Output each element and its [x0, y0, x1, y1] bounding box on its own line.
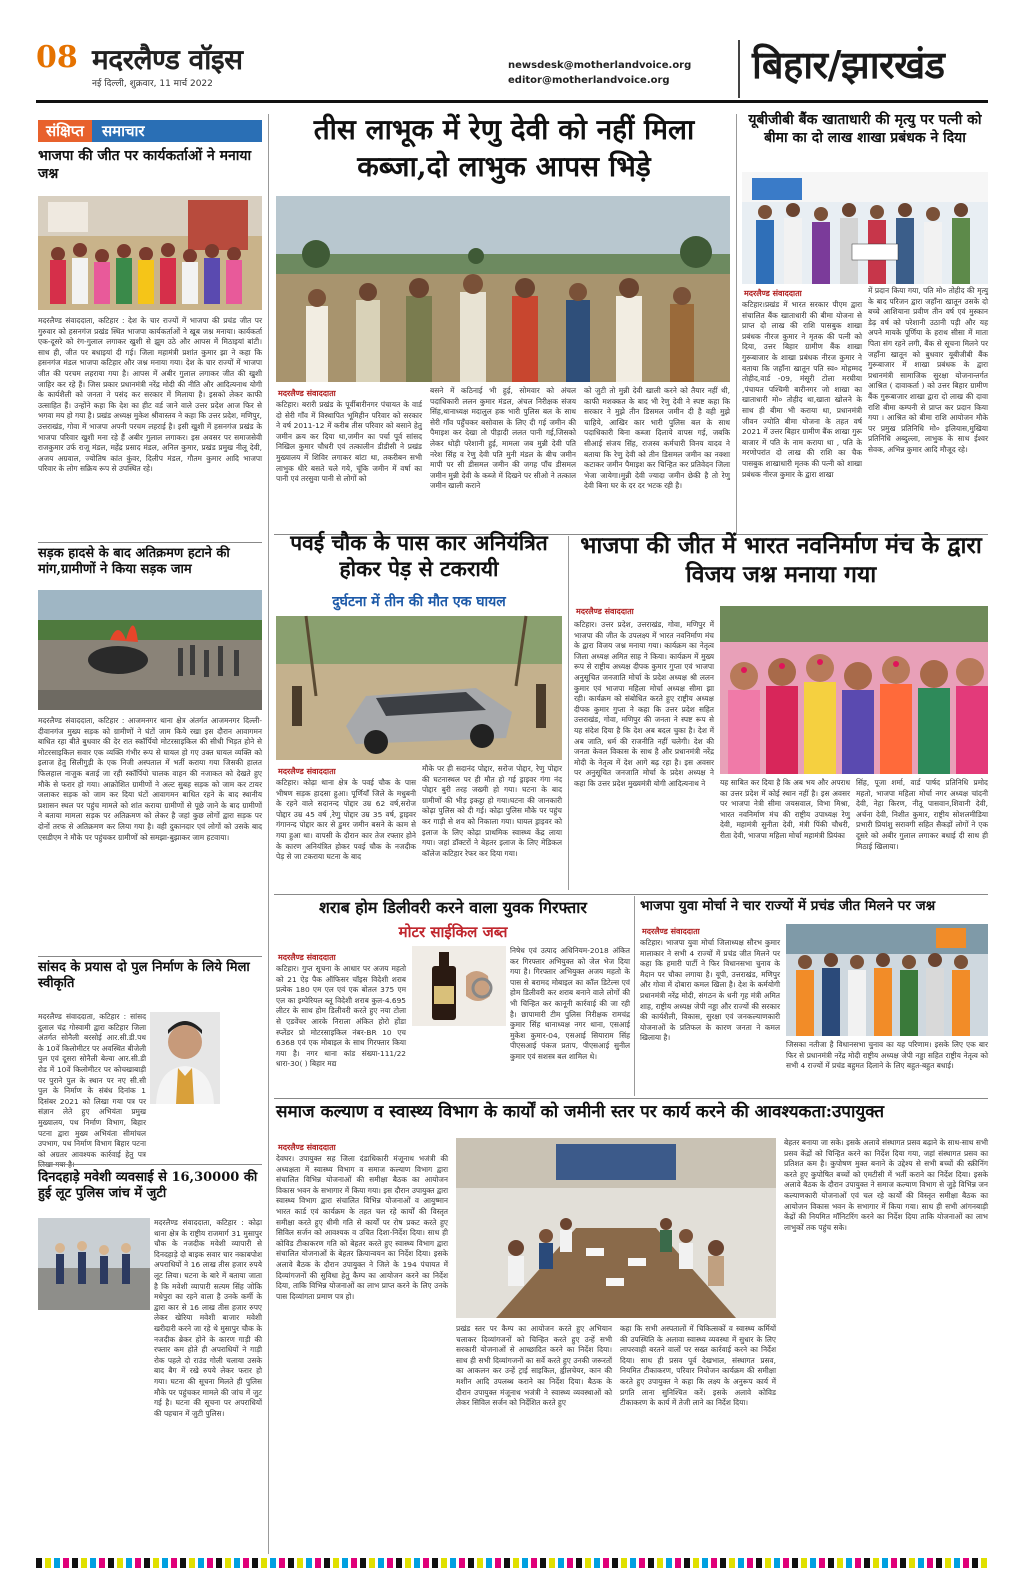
liquor-body-col1: कटिहार। गुप्त सूचना के आधार पर अजय महतो को 21 ऐड़ पैक ऑफिसर चॉइस विदेशी शराब प्रत्येक 180 एम एल एवं एक बोतल 375 एम एल का इम्पेरियल ब्लू विदेशी शराब कुल-4.695 लीटर के साथ होम डिलीवरी करते हुए नया टोला से एडवेंचर आरके निराला अंकित होरो होंडा स्प्लेंडर प्रो मोटरसाइकिल नंबर-BR 10 एच 6368 एवं एक मोबाइल के साथ गिरफ्तार किया गया है। नगर थाना कांड संख्या-111/22 धारा-30( ) बिहार मद्य [276, 964, 406, 1069]
bank-headline: यूबीजीबी बैंक खाताधारी की मृत्यु पर पत्नी को बीमा का दो लाख शाखा प्रबंधक ने दिया [748, 112, 982, 146]
section-title: बिहार/झारखंड [752, 42, 945, 87]
bank-body-col1: कटिहार।प्रखंड में भारत सरकार पीएम द्वारा संचालित बैंक खाताधारी की बीमा योजना से प्राप्त दो लाख की राशि पासबुक शाखा प्रबंधक नीरज कुमार ने मृतक की पत्नी को दिया, उत्तर बिहार ग्रामीण बैंक शाखा गुरूबाजार के शाखा प्रबंधक नीरज कुमार ने बताया कि जहाँना खातून पति स्व० मोहम्मद तोहीद,वार्ड -09, मंसूरी टोला मरघीया ,पंचायत पश्चिमी बारीनगर जो शाखा का खाताधारी मो० तोहीद था,खाता खोलने के साथ ही बीमा भी कराया था, प्रधानमंत्री जीवन ज्योति बीमा योजना के तहत वर्ष 2021 में उत्तर बिहार ग्रामीण बैंक शाखा गुरू बाजार में पति के नाम कराया था , पति के मरणोपरांत दो लाख की राशि का चैक पासबुक शाखाधारी मृतक की पत्नी को शाखा प्रबंधक नीरज कुमार के द्वारा शाखा [742, 300, 862, 479]
lead-body-col2: बसने में कठिनाई भी हुई, सोमवार को अंचल पदाधिकारी ललन कुमार मंडल, अंचल निरीक्षक संजय सिंह,थानाध्यक्ष मदालुल हक भारी पुलिस बल के साथ सेरी गाँव पहुँचकर बसोवास के लिए दी गई जमीन की पैमाइश कर देखा तो पीड़ादी ललत पानी गई,जिसको लेकर थोड़ी परेशानी हुई, मामला जब मुन्नी देवी पति नरेश सिंह व रेणु देवी पति मुनी मंडल के बीच जमीन मापी पर सी डीसमल जमीन की जगह पाँच डीसमल जमीन मुन्नी देवी के कब्जे में दिखने पर सीओ ने तत्काल जमीन खाली कराने [430, 386, 576, 491]
yuva-body-col1: कटिहार। भाजपा युवा मोर्चा जिलाध्यक्ष सौरभ कुमार मालाकार ने सभी 4 राज्यों में प्रचंड जीत मिलने पर कहा कि हमारी पार्टी ने फिर विधानसभा चुनाव के मैदान पर चौका लगाया है। यूपी, उत्तराखंड, मणिपुर और गोवा में दोबारा कमल खिला है। देश के कर्मयोगी प्रधानमंत्री नरेंद्र मोदी, संगठन के धनी गृह मंत्री अमित शाह, राष्ट्रीय अध्यक्ष जेपी नड्डा और राज्यों की सरकार की कार्यशैली, विकास, सुरक्षा एवं जनकल्याणकारी योजनाओं के प्रतिफल के कारण जनता ने कमल खिलाया है। [640, 938, 780, 1043]
health-body-col2: प्रखंड स्तर पर कैम्प का आयोजन करते हुए अभियान चलाकर दिव्यांगजनों को चिन्हित करते हुए उन्हें सभी सरकारी योजनाओं से आच्छादित करने का निर्देश दिया। साथ ही सभी दिव्यांगजनों का सर्वे करते हुए उनकी जरूरतों का आकलन कर उन्हें ट्राई साइकिल, ह्वीलचेयर, कान की मशीन आदि उपलब्ध कराने का निर्देश दिया। बैठक के दौरान उपायुक्त मंजूनाथ भजंत्री ने स्वास्थ्य व्यवस्थाओं को लेकर सिविल सर्जन को निर्देशित करते हुए [456, 1324, 612, 1408]
bjp-manch-photo [720, 606, 988, 774]
bjp-manch-body-col2: यह साबित कर दिया है कि अब भय और अपराध का उत्तर प्रदेश में कोई स्थान नहीं है। इस अवसर पर भाजपा नेत्री सीमा जयसवाल, विभा मिश्रा, भारत नवनिर्माण मंच की राष्ट्रीय उपाध्यक्ष रेणु देवी, महामंत्री सुनीता देवी, मंत्री पिंकी चौधरी, रीता देवी, भाजपा महिला मोर्चा महामंत्री प्रियंका [720, 778, 850, 840]
bank-body-col2: में प्रदान किया गया, पति मो० तोहीद की मृत्यु के बाद परिजन द्वारा जहाँना खातून उसके दो बच्चे आशियाना प्रवीण तीन वर्ष एवं मुस्कान डेढ़ वर्ष को परेशानी उठानी पड़ी और यह अपने मायके पूर्णिया के हराथ सीसा में माता पिता संग रहने लगी, बैंक से सूचना मिलने पर जहाँना खातून को बुधवार यूबीजीबी बैंक गुरूबाजार में शाखा प्रबंधक के द्वारा प्रधानमंत्री सामाजिक सुरक्षा योजनान्तर्गत आश्रित ( दावाकर्ता ) को उत्तर बिहार ग्रामीण बैंक गुरूबाजार शाखा द्वारा दो लाख की दावा राशि बीमा कम्पनी से प्राप्त कर प्रदान किया गया । आश्रित को बीमा राशि आयोजन मौके पर प्रमुख प्रतिनिधि मो० इलियास,मुखिया प्रतिनिधि अब्दुल्ला, लाभुक के साथ ईश्वर सेवक, अभिन्न कुमार आदि मौजूद रहे। [868, 286, 988, 454]
health-body-col4: बेहतर बनाया जा सके। इसके अलावे संस्थागत प्रसव बढ़ाने के साथ-साथ सभी प्रसव केंद्रों को चिन्हित करने का निर्देश दिया गया, जहां संस्थागत प्रसव का प्रतिशत कम है। कुपोषण मुक्त बनाने के उद्देश्य से सभी बच्चों की स्क्रीनिंग करते हुए कुपोषित बच्चों को एमटीसी में भर्ती कराने का निर्देश दिया। इसके अलावे बैठक के दौरान उपायुक्त ने समाज कल्याण विभाग से जुड़े विभिन्न जन कल्याणकारी योजनाओं एवं चल रहे कार्यों की विस्तृत समीक्षा बैठक का आयोजन विकास भवन के सभागार में किया गया। साथ ही सभी आंगनबाड़ी केंद्रों की नियमित मॉनिटरिंग करने का निर्देश दिया ताकि योजनाओं का लाभ लाभुकों तक पहुंच सके। [784, 1138, 988, 1232]
brief4-body: मदरलैण्ड संवाददाता, कटिहार : कोढ़ा थाना क्षेत्र के राष्ट्रीय राजमार्ग 31 मुसापुर चौक के नजदीक मवेशी व्यापारी से दिनदहाड़े दो बाइक सवार चार नकाबपोश अपराधियों ने 16 लाख तीस हजार रुपये लूट लिया। घटना के बारे में बताया जाता है कि मवेशी व्यापारी सत्यम सिंह जोकि मधेपुरा का रहने वाला है उनके कर्मी के द्वारा कार से 16 लाख तीस हजार रुपए लेकर खेरिया मवेशी बाजार मवेशी खरीदारी करने जा रहे थे मुसापुर चौक के नजदीक ब्रेकर होने के कारण गाड़ी की रफ्तार कम होते ही अपराधियों ने गाड़ी रोक पहले दो राउंड गोली चलाया उसके बाद बैग में रखे रुपये लेकर फरार हो गया। घटना की सूचना मिलते ही पुलिस मौके पर पहुंचकर मामले की जांच में जुट गई है। घटना की सूचना पर अपराधियों की पहचान में जुटी पुलिस। [154, 1218, 262, 1418]
brief2-photo [38, 590, 262, 710]
briefs-banner-label-b: समाचार [92, 120, 262, 142]
page-number: 08 [36, 40, 78, 75]
yuva-byline: मदरलैण्ड संवाददाता [642, 927, 700, 936]
lead-byline: मदरलैण्ड संवाददाता [278, 389, 336, 398]
left-column-rule [268, 114, 269, 1554]
section-divider-2 [274, 894, 988, 895]
health-photo [456, 1138, 776, 1318]
brief4-headline: दिनदहाड़े मवेशी व्यवसाई से 16,30000 की हुई लूट पुलिस जांच में जुटी [38, 1170, 258, 1202]
bank-photo [742, 172, 988, 284]
lower-middle-rule [634, 896, 635, 1096]
health-headline: समाज कल्याण व स्वास्थ्य विभाग के कार्यों को जमीनी स्तर पर कार्य करने की आवश्यकता:उपायुक्त [276, 1102, 885, 1122]
liquor-byline: मदरलैण्ड संवाददाता [278, 953, 336, 962]
yuva-headline: भाजपा युवा मोर्चा ने चार राज्यों में प्रचंड जीत मिलने पर जश्न [640, 898, 936, 914]
health-body-col1: देवघर। उपायुक्त सह जिला दंडाधिकारी मंजूनाथ भजंत्री की अध्यक्षता में स्वास्थ्य विभाग व समाज कल्याण विभाग द्वारा संचालित विभिन्न योजनाओं की समीक्षा बैठक का आयोजन विकास भवन के सभागार में किया गया। इस दौरान उपायुक्त द्वारा स्वास्थ्य विभाग द्वारा संचालित विभिन्न योजनाओं व आयुष्मान भारत कार्ड एवं कार्यक्रम के तहत चल रहे कार्यों की विस्तृत समीक्षा करते हुए धीमी गति से कार्यों पर रोष प्रकट करते हुए सिविल सर्जन को आवश्यक व उचित दिशा-निर्देश दिया। साथ ही कोविड टीकाकरण गति को बेहतर करते हुए स्वास्थ्य विभाग द्वारा संचालित योजनाओं के बेहतर क्रियान्वयन का निर्देश दिया। इसके अलावे बैठक के दौरान उपायुक्त ने जिले के 194 पंचायत में दिव्यांगजनों की सुविधा हेतु कैम्प का आयोजन करने का निर्देश दिया, ताकि विभिन्न योजनाओं का लाभ प्राप्त करने के लिए उनके पास दिव्यांगता प्रमाण पत्र हो। [276, 1154, 448, 1301]
liquor-body-col2: निषेध एवं उत्पाद अधिनियम-2018 अंकित कर गिरफ्तार अभियुक्त को जेल भेज दिया गया है। गिरफ्तार अभियुक्त अजय महतो के पास से बरामद मोबाइल का कॉल डिटेल्स एवं होम डिलीवरी कर शराब बनाने वाले लोगों की भी चिन्हित कर कानूनी कार्रवाई की जा रही है। छापामारी टीम पुलिस निरीक्षक रामचंद्र कुमार सिंह थानाध्यक्ष नगर थाना, एसआई मुकेश कुमार-04, एसआई सियाराम सिंह पीएसआई पंकज प्रताप, पीएसआई सुनील कुमार एवं सशस्त्र बल शामिल थे। [510, 946, 630, 1061]
yuva-body-col2: जिसका नतीजा है विधानसभा चुनाव का यह परिणाम। इसके लिए एक बार फिर से प्रधानमंत्री नरेंद्र मोदी राष्ट्रीय अध्यक्ष जेपी नड्डा सहित राष्ट्रीय नेतृत्व को सभी 4 राज्यों में प्रचंड बहुमत दिलाने के लिए बहुत-बहुत बधाई। [786, 1040, 988, 1071]
paper-name: मदरलैण्ड वॉइस [92, 43, 243, 76]
brief-divider-3 [38, 1164, 262, 1165]
yuva-photo [786, 924, 988, 1036]
accident-body-col1: कटिहार। कोढ़ा थाना क्षेत्र के पवई चौक के पास भीषण सड़क हादसा हुआ। पूर्णियाँ जिले के मधुबनी के रहने वाले सदानन्द पोद्दार उम्र 62 वर्ष,सरोज पोद्दार उम्र 45 वर्ष ,रेणु पोद्दार उम्र 35 वर्ष, ड्राइवर गंगानन्द पोद्दार कार से डुमर जमीन बसने के काम से गया हुआ था। वापसी के दौरान कार तेज रफ्तार होने के कारण अनियंत्रित होकर पवई चौक के नजदीक पेड़ से जा टकराया घटना के बाद [276, 778, 416, 862]
masthead-rule [36, 100, 988, 103]
brief1-photo [38, 196, 262, 310]
mp-portrait-photo [150, 1012, 220, 1104]
lead-body-col3: को जुटी तो मुन्नी देवी खाली करने को तैयार नहीं थी, काफी मशक्कत के बाद भी रेणु देवी ने स्पष्ट कहा कि सरकार ने मुझे तीन डिसमल जमीन दी है वही मुझे चाहिये, आखिर कार भारी पुलिस बल के साथ पदाधिकारी बिना कब्जा दिलाये वापस गई, जबकि सीआई संजय सिंह, राजस्व कर्मचारी विनय यादव ने बताया कि रेणु देवी को तीन डिसमल जमीन का नक्शा कटाकर जमीन पैमाइश कर चिन्हित कर प्रतिवेदन जिला भेजा जायेगा।मुन्नी देवी ज्यादा जमीन छेकी है तो रेणु देवी बिना घर के दर दर भटक रही है। [584, 386, 730, 491]
brief2-body: मदरलैण्ड संवाददाता, कटिहार : आजमनगर थाना क्षेत्र अंतर्गत आजमनगर दिल्ली-दीवानगंज मुख्य सड़क को ग्रामीणों ने घंटों जाम किये रखा इस दौरान आवागमन बाधित रहा बीते बुधवार की देर रात स्कॉर्पियो मोटरसाइकिल की सीधी भिड़त होने से मोटरसाइकिल सवार एक व्यक्ति गंभीर रूप से घायल हो गए उक्त घायल व्यक्ति को इलाज हेतु सिलीगुड़ी के एक निजी अस्पताल में भर्ती कराया गया जिसकी हालत फिलहाल नाजुक बताई जा रही स्कॉर्पियो चालक वाहन की नजाकत को देखते हुए मौके से फरार हो गया। आक्रोशित ग्रामीणों ने अल्ट सुबह सड़क को जाम कर टायर जलाकर सड़क को जाम कर दिया घंटों आवागमन बाधित रहने के बाद स्थानीय प्रशासन स्थल पर पहुंच मामले को शांत कराया ग्रामीणों से पूछे जाने के बाद ग्रामीणों ने बताया मामला सड़क पर अतिक्रमण को लेकर है जहां कुछ लोगों द्वारा सड़क पर दोनों तरफ से अतिक्रमण कर लिया गया है। वही दुकानदार एवं लोगों को उसके बाद एसडीएम ने मौके पर पहुंचकर ग्रामीणों को समझा-बुझाकर जाम हटवाया। [38, 716, 262, 842]
print-color-bar [36, 1558, 988, 1568]
liquor-headline: शराब होम डिलीवरी करने वाला युवक गिरफ्तार [319, 898, 587, 917]
lead-body-col1: कटिहार। बरारी प्रखंड के पूर्वीबारीनगर पंचायत के वार्ड दो सेरी गाँव में विस्थापित भूमिहीन परिवार को सरकार ने वर्ष 2011-12 में करीब तीस परिवार को बसाने हेतु जमीन क्रय कर दिया था,जमीन का पर्चा पूर्व सांसद निखिल कुमार चौधरी एवं तत्कालीन डीडीसी ने प्रखंड मुख्यालय में शिविर लगाकर बांटा था, तकरीबन सभी लाभुक धीरे बसते चले गये, चूंकि जमीन में वर्षा का पानी एवं तरसुवा पानी से लोगों को [276, 400, 422, 484]
brief-divider-2 [38, 956, 262, 957]
editor-email[interactable]: editor@motherlandvoice.org [508, 75, 670, 86]
accident-body-col2: मौके पर ही सदानंद पोद्दार, सरोज पोद्दार, रेणु पोद्दार की घटनास्थल पर ही मौत हो गई ड्राइवर गंगा नंद पोद्दार बुरी तरह जख्मी हो गया। घटना के बाद ग्रामीणों की भीड़ इकट्ठा हो गया।घटना की जानकारी कोढ़ा पुलिस को दी गई। कोढ़ा पुलिस मौके पर पहुंच कर गाड़ी से शव को निकाला गया। घायल ड्राइवर को इलाज के लिए कोढ़ा प्राथमिक स्वास्थ्य केंद्र लाया गया। जहां डॉक्टरों ने बेहतर इलाज के लिए मेडिकल कॉलेज कटिहार रेफर कर दिया गया। [422, 764, 562, 858]
newsdesk-email[interactable]: newsdesk@motherlandvoice.org [508, 60, 692, 71]
middle-column-rule [568, 536, 569, 890]
brief4-photo [38, 1218, 150, 1310]
section-divider-3 [274, 1098, 988, 1099]
health-byline: मदरलैण्ड संवाददाता [278, 1143, 336, 1152]
accident-subheadline: दुर्घटना में तीन की मौत एक घायल [332, 594, 506, 610]
dateline: नई दिल्ली, शुक्रवार, 11 मार्च 2022 [92, 79, 213, 89]
masthead [0, 0, 1024, 108]
bjp-manch-body-col1: कटिहार। उत्तर प्रदेश, उत्तराखंड, गोवा, मणिपुर में भाजपा की जीत के उपलक्ष्य में भारत नवनिर्माण मंच के द्वारा विजय जश्न मनाया गया। कार्यक्रम का नेतृत्व जिला अध्यक्ष अमित साह ने किया। कार्यक्रम में मुख्य रूप से राष्ट्रीय अध्यक्ष दीपक कुमार गुप्ता एवं भाजपा अनुसूचित जनजाति मोर्चा के प्रदेश अध्यक्ष श्री ललन कुमार एवं भाजपा महिला मोर्चा अध्यक्ष सीमा झा रही। कार्यक्रम को संबोधित करते हुए राष्ट्रीय अध्यक्ष दीपक कुमार गुप्ता ने कहा कि उत्तर प्रदेश सहित उत्तराखंड, गोवा, मणिपुर की जनता ने स्पष्ट रूप से यह संदेश दिया है कि देश अब बदल चुका है। देश में अब जाति, धर्म की राजनीति नहीं चलेगी। देश की जनता केवल विकास के साथ है और प्रधानमंत्री नरेंद्र मोदी के नेतृत्व में देश आगे बढ़ रहा है। इस अवसर पर अनुसूचित जनजाति मोर्चा के प्रदेश अध्यक्ष ने कहा कि उत्तर प्रदेश मुख्यमंत्री योगी आदित्यनाथ ने [574, 620, 714, 788]
brief1-body: मदरलैण्ड संवाददाता, कटिहार : देश के चार राज्यों में भाजपा की प्रचंड जीत पर गुरुवार को हसनगंज प्रखंड स्थित भाजपा कार्यकर्ताओं ने खूब जश्न मनाया। कार्यकर्ता एक-दूसरे को रंग-गुलाल लगाकर खुशी से झूम उठे और आपस में मिठाइयां बांटी। साथ ही, जीत पर बधाइयां दी गई। जिला महामंत्री प्रशांत कुमार झा ने कहा कि हसनगंज मंडल भाजपा कटिहार और जश्न मनाया गया। देश के चार राज्यों में भाजपा जीत की परचम लहराया गया है। आपस में अबीर गुलाल लगाकर जीत की खुशी जाहिर कर रहे हैं। जिस प्रकार प्रधानमंत्री नरेंद्र मोदी की नीति और आदित्यनाथ योगी के कार्यशैली को जनता ने पसंद कर सरकार में मिलाया है। इसको लेकर काफी उत्साहित हैं। उन्होंने कहा कि देश का हीट वर्ड जाने वाले उत्तर प्रदेश आज फिर से भगवा मय हो गया है। प्रखंड अध्यक्ष मुकेश श्रीवास्तव ने कहा कि उत्तर प्रदेश, मणिपुर, उत्तराखंड, गोवा में भाजपा अपनी परचम लहराई है। इसी खुशी में हसनगंज प्रखंड के भाजपा परिवार खुशी मना रहे हैं अबीर गुलाल लगाकर। इस अवसर पर समाजसेवी राजकुमार उर्फ राजू मंडल, महेंद्र प्रसाद मंडल, अनिल कुमार, प्रखंड प्रमुख नीलू देवी, अजय अग्रवाल, ज्योतिष कांत कुंवर, दिलीप मंडल, गौतम कुमार आदि भाजपा परिवार के लोग सक्रिय रूप से उपस्थित रहे। [38, 316, 262, 474]
brief2-headline: सड़क हादसे के बाद अतिक्रमण हटाने की मांग,ग्रामीणों ने किया सड़क जाम [38, 546, 230, 578]
brief3-headline: सांसद के प्रयास दो पुल निर्माण के लिये मिला स्वीकृति [38, 960, 250, 992]
briefs-banner [38, 120, 262, 142]
bjp-manch-headline: भाजपा की जीत में भारत नवनिर्माण मंच के द्वारा विजय जश्न मनाया गया [580, 532, 982, 588]
brief1-headline: भाजपा की जीत पर कार्यकर्ताओं ने मनाया जश्न [38, 148, 252, 182]
brief-divider-1 [38, 542, 262, 543]
briefs-banner-label-a: संक्षिप्त [38, 120, 92, 142]
accident-headline: पवई चौक के पास कार अनियंत्रित होकर पेड़ से टकरायी [290, 530, 548, 582]
lead-headline: तीस लाभूक में रेणु देवी को नहीं मिला कब्जा,दो लाभुक आपस भिड़े [313, 113, 695, 183]
lead-photo [276, 196, 730, 382]
health-body-col3: कहा कि सभी अस्पतालों में चिकित्सकों व स्वास्थ्य कर्मियों की उपस्थिति के अलावा स्वास्थ्य व्यवस्था में सुधार के लिए लापरवाही बरतने वालों पर सख्त कार्रवाई करने का निर्देश दिया। साथ ही प्रसव पूर्व देखभाल, संस्थागत प्रसव, नियमित टीकाकरण, परिवार नियोजन कार्यक्रम की समीक्षा करते हुए उपायुक्त ने कहा कि लक्ष्य के अनुरूप कार्य में प्रगति लाना सुनिश्चित करें। इसके अलावे कोविड टीकाकरण के कार्य में तेजी लाने का निर्देश दिया। [620, 1324, 776, 1408]
masthead-divider [738, 40, 740, 98]
bank-byline: मदरलैण्ड संवाददाता [744, 289, 802, 298]
liquor-subheadline: मोटर साईकिल जब्त [398, 923, 508, 941]
bjp-manch-byline: मदरलैण्ड संवाददाता [576, 607, 634, 616]
bjp-manch-body-col3: सिंह, पूजा शर्मा, वार्ड पार्षद प्रतिनिधि प्रमोद महतो, भाजपा महिला मोर्चा नगर अध्यक्ष चांदनी देवी, नेहा किरण, नीतू पासवान,शिवानी देवी, अर्चना देवी, निशीत कुमार, राष्ट्रीय सोशलमीडिया प्रभारी प्रियांशु सरावगी सहित सैकड़ों लोगों ने एक दूसरे को अबीर गुलाल लगाकर बधाई दी साथ ही मिठाई खिलाया। [856, 778, 988, 851]
contact-emails [508, 58, 691, 88]
accident-byline: मदरलैण्ड संवाददाता [278, 767, 336, 776]
right-column-rule [736, 114, 737, 534]
brief3-body-a: मदरलैण्ड संवाददाता, कटिहार : सांसद दुलाल चंद्र गोस्वामी द्वारा कटिहार जिला अंतर्गत सोनैली बरसोई आर.सी.डी.पथ के 10वें किलोमीटर पर अवस्थित बीजेली पुल एवं दूसरा सोनैली बेल्वा आर.सी.डी रोड में 10वें किलोमीटर पर कोचखाबाड़ी पर पुराने पुल के स्थान पर नए सी.सी पुल के निर्माण के संबंध दिनांक 1 दिसंबर 2021 को लिखा गया पत्र पर संज्ञान लेते हुए अभियंता प्रमुख मुख्यालय, पथ निर्माण विभाग, बिहार पटना द्वारा मुख्य अभियंता सीमांचल उपभाग, पथ निर्माण विभाग बिहार पटना को अग्रतर आवश्यक कार्रवाई हेतु पत्र [38, 1012, 146, 1159]
liquor-photo [412, 946, 506, 1026]
accident-photo [276, 616, 562, 760]
